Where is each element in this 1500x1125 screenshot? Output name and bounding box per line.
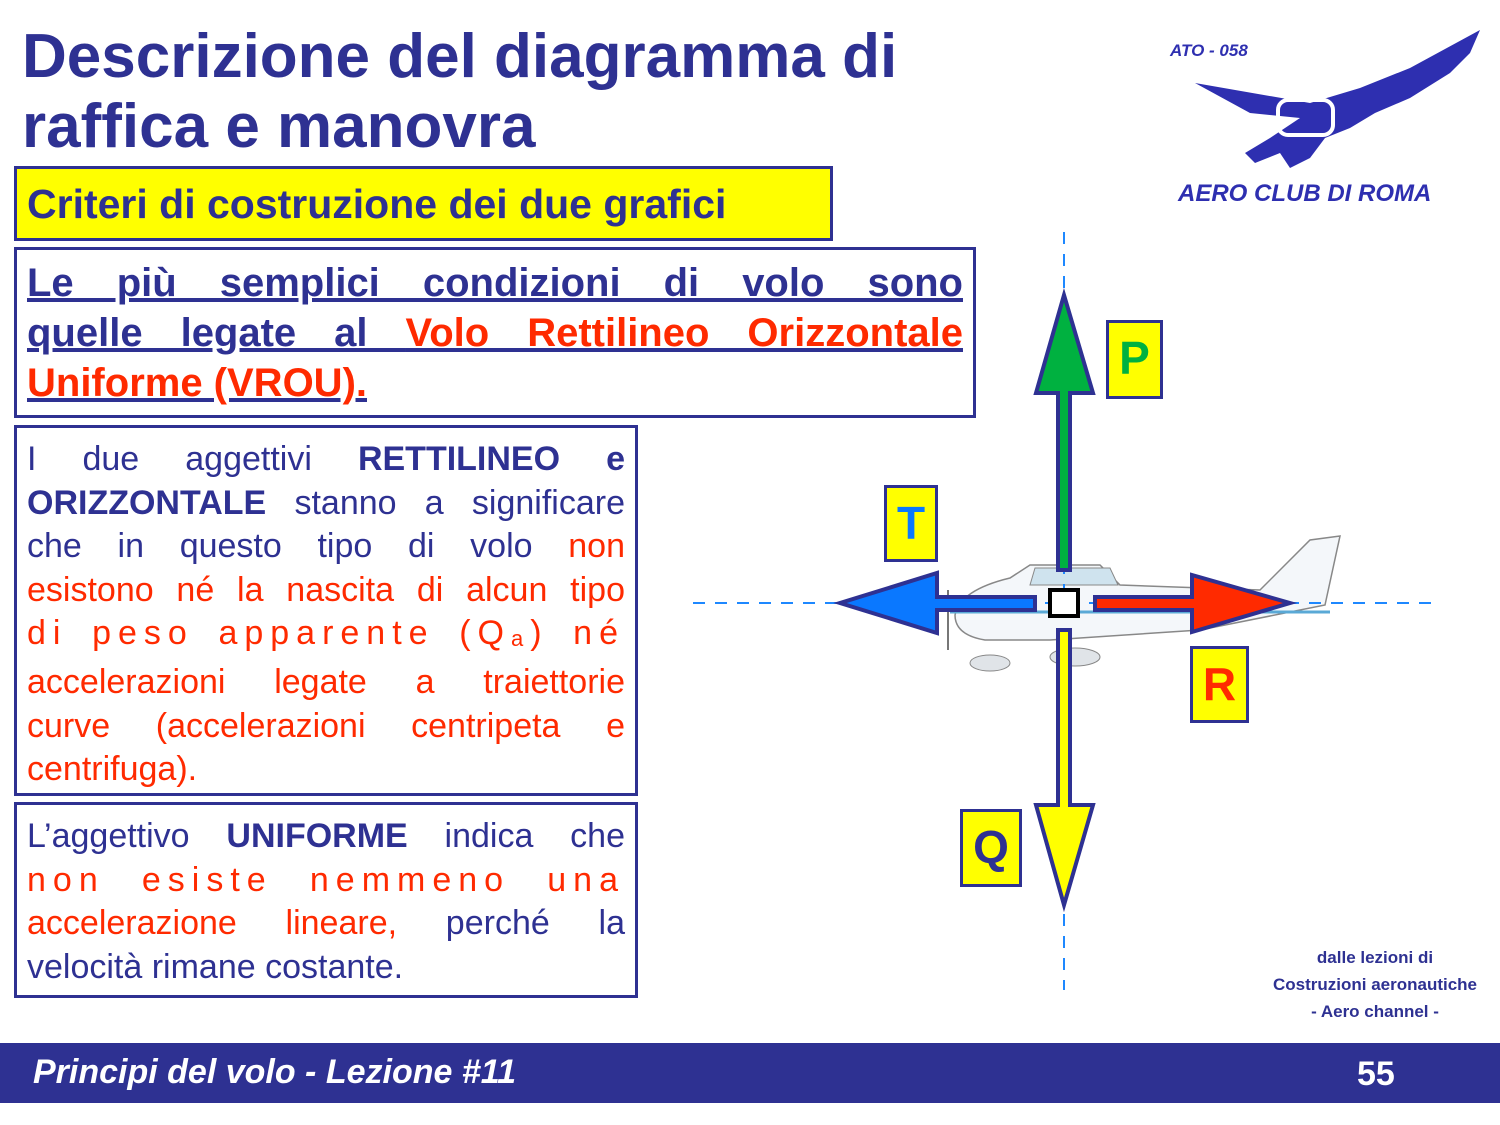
subtitle: Criteri di costruzione dei due grafici: [27, 181, 727, 227]
text-highlight: centrifuga).: [27, 750, 198, 789]
footer-title: Principi del volo - Lezione #11: [33, 1053, 517, 1091]
text: L’aggettivo: [27, 817, 227, 855]
credit-line: Costruzioni aeronautiche: [1272, 975, 1478, 994]
label-q-text: Q: [973, 821, 1009, 873]
lift-arrow-p: [1036, 295, 1093, 570]
text: che in questo tipo di volo: [27, 527, 569, 566]
label-r: [1190, 646, 1249, 723]
label-r-text: R: [1202, 658, 1237, 710]
text: indica che: [407, 817, 625, 855]
text-highlight: curve (accelerazioni centripeta e: [27, 706, 625, 745]
text-highlight: accelerazioni legate a traiettorie: [27, 662, 625, 701]
text: Le più semplici condizioni di volo sono: [27, 261, 963, 305]
text-highlight: ) né: [530, 614, 626, 653]
text-bold: UNIFORME: [226, 817, 408, 855]
text-highlight: esistono né la nascita di alcun tipo: [27, 570, 625, 609]
logo-name: AERO CLUB DI ROMA: [1178, 180, 1432, 207]
text: perché la: [397, 904, 625, 943]
text-highlight: non: [568, 527, 625, 566]
credit-line: - Aero channel -: [1311, 1002, 1439, 1021]
text-highlight: accelerazione lineare,: [27, 904, 398, 943]
text-bold: RETTILINEO e: [357, 440, 625, 478]
label-t: [884, 485, 938, 562]
text: quelle legate al: [27, 311, 406, 355]
text: velocità rimane costante.: [27, 947, 404, 986]
logo-code: ATO - 058: [1170, 41, 1248, 60]
label-q: [960, 809, 1022, 887]
title-line-2: raffica e manovra: [22, 92, 536, 161]
text-highlight: non esiste nemmeno una: [27, 860, 625, 899]
title-line-1: Descrizione del diagramma di: [22, 22, 898, 91]
label-t-text: T: [896, 497, 926, 549]
center-of-gravity: [1050, 590, 1078, 616]
label-p-text: P: [1119, 332, 1150, 384]
text-highlight: Volo Rettilineo Orizzontale: [405, 311, 963, 355]
credit-line: dalle lezioni di: [1316, 948, 1434, 967]
text-highlight: Uniforme (VROU).: [27, 361, 367, 405]
text-highlight: di peso apparente (Q: [27, 614, 511, 653]
subscript: a: [510, 626, 531, 652]
text-bold: ORIZZONTALE: [27, 483, 267, 522]
text: stanno a significare: [266, 483, 625, 522]
page-number: 55: [1357, 1055, 1395, 1093]
text: I due aggettivi: [27, 440, 358, 478]
label-p: [1106, 320, 1163, 399]
footer-bar: [0, 1043, 1500, 1103]
weight-arrow-q: [1036, 630, 1093, 905]
credit: [1255, 944, 1495, 1025]
